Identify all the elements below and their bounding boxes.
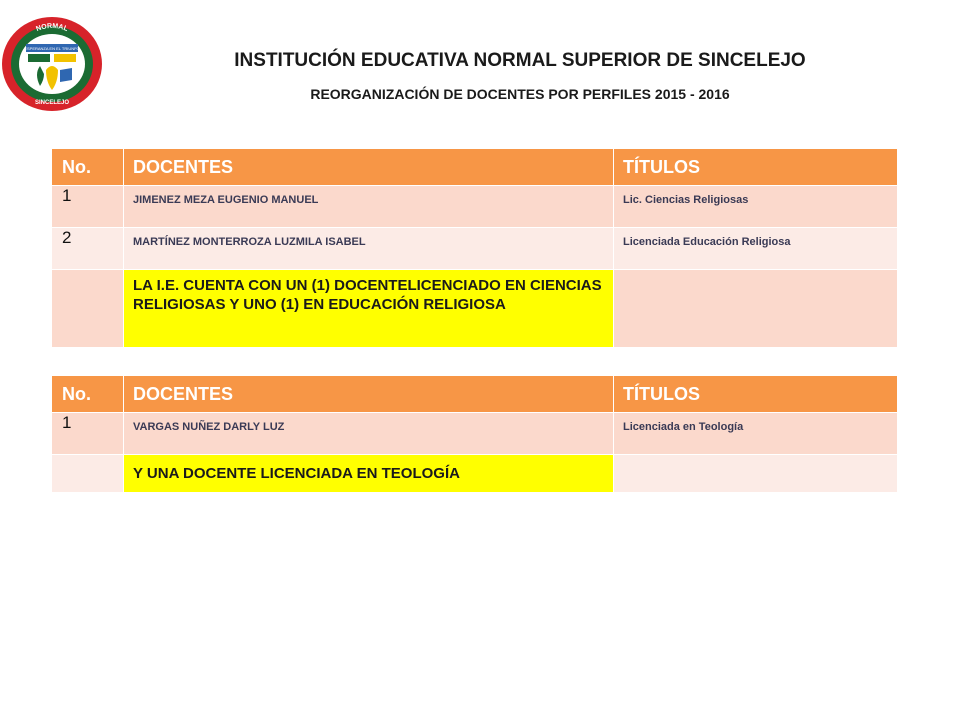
table-row (52, 186, 898, 228)
table-note-row (52, 455, 898, 493)
teacher-name: MARTÍNEZ MONTERROZA LUZMILA ISABEL (124, 228, 614, 270)
header-titulos: TÍTULOS (614, 376, 898, 413)
highlight-note: Y UNA DOCENTE LICENCIADA EN TEOLOGÍA (124, 455, 614, 493)
table-header-row (52, 376, 898, 413)
empty-cell (52, 270, 124, 348)
teachers-table-1 (51, 148, 898, 348)
empty-cell (52, 455, 124, 493)
empty-cell (614, 270, 898, 348)
header-titulos: TÍTULOS (614, 149, 898, 186)
table-header-row (52, 149, 898, 186)
teacher-name: JIMENEZ MEZA EUGENIO MANUEL (124, 186, 614, 228)
school-crest-logo (0, 14, 104, 114)
header-docentes: DOCENTES (124, 149, 614, 186)
logo-top-text: NORMAL (35, 22, 69, 34)
teacher-name: VARGAS NUÑEZ DARLY LUZ (124, 413, 614, 455)
page-subtitle: REORGANIZACIÓN DE DOCENTES POR PERFILES 2015 - 2016 (310, 86, 730, 102)
teacher-degree: Lic. Ciencias Religiosas (614, 186, 898, 228)
page-title: INSTITUCIÓN EDUCATIVA NORMAL SUPERIOR DE SINCELEJO (234, 50, 806, 71)
header-no: No. (52, 376, 124, 413)
empty-cell (614, 455, 898, 493)
table-row (52, 413, 898, 455)
header-docentes: DOCENTES (124, 376, 614, 413)
header-no: No. (52, 149, 124, 186)
logo-bottom-text: SINCELEJO (34, 100, 70, 106)
teacher-degree: Licenciada Educación Religiosa (614, 228, 898, 270)
row-number: 1 (52, 186, 124, 228)
table-note-row (52, 270, 898, 348)
table-row (52, 228, 898, 270)
logo-motto: ESPERANZA EN EL TRIUNFO (24, 46, 80, 51)
highlight-note: LA I.E. CUENTA CON UN (1) DOCENTELICENCIADO EN CIENCIAS RELIGIOSAS Y UNO (1) EN EDUCACIÓN RELIGIOSA (124, 270, 614, 348)
row-number: 1 (52, 413, 124, 455)
row-number: 2 (52, 228, 124, 270)
teacher-degree: Licenciada en Teología (614, 413, 898, 455)
teachers-table-2 (51, 375, 898, 493)
